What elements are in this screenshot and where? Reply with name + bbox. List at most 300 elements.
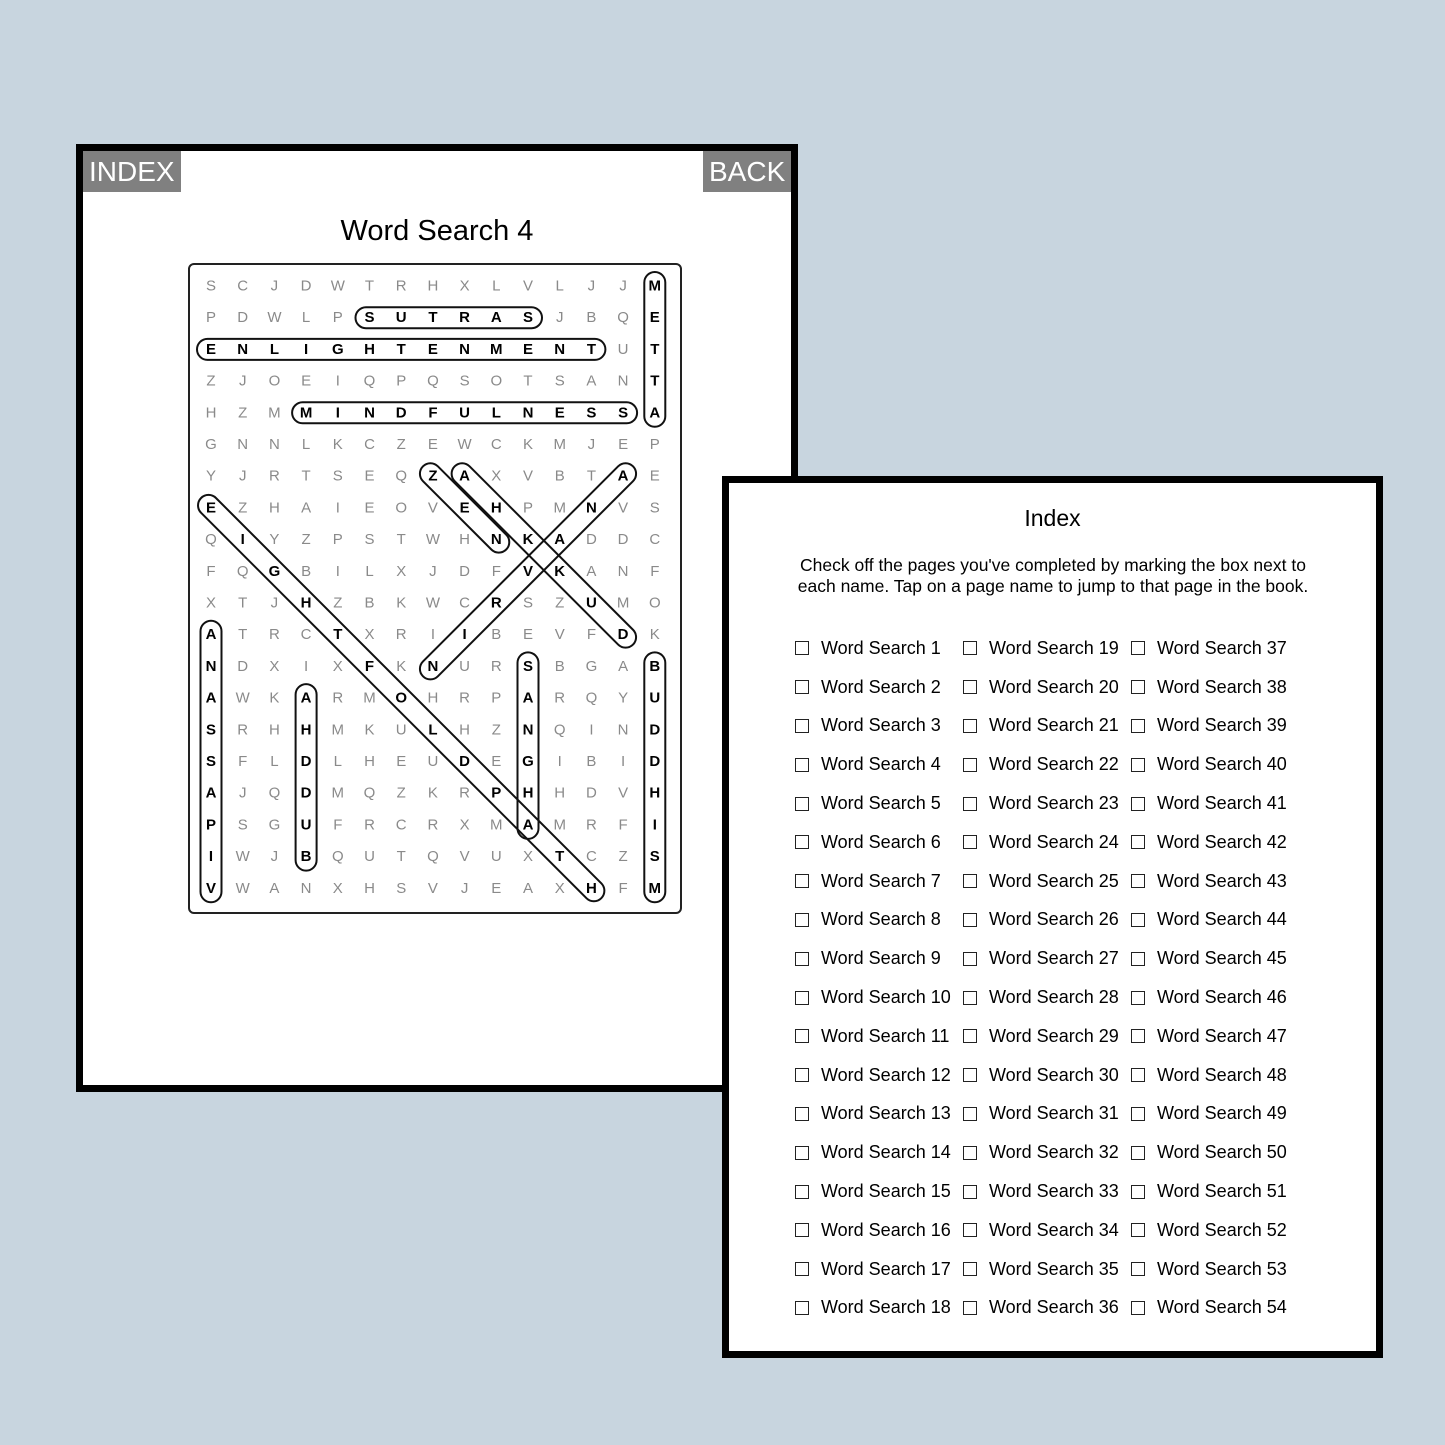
grid-letter: T <box>586 340 596 358</box>
index-item-label[interactable]: Word Search 1 <box>821 637 941 658</box>
index-item[interactable] <box>795 1172 963 1211</box>
grid-letter: D <box>459 562 471 580</box>
index-item[interactable] <box>963 1289 1131 1328</box>
checkbox[interactable] <box>963 1068 977 1082</box>
index-item[interactable] <box>963 745 1131 784</box>
grid-letter: R <box>268 467 280 485</box>
letter-grid <box>83 151 805 1099</box>
grid-letter: E <box>459 499 470 517</box>
grid-letter: Q <box>395 467 408 485</box>
grid-letter: H <box>649 784 661 802</box>
grid-letter: A <box>205 784 217 802</box>
checkbox[interactable] <box>1131 758 1145 772</box>
grid-letter: X <box>491 467 502 485</box>
grid-letter: O <box>395 689 408 707</box>
index-item-label[interactable]: Word Search 2 <box>821 676 941 697</box>
grid-letter: U <box>459 657 471 675</box>
index-item[interactable] <box>963 1172 1131 1211</box>
index-item-label[interactable]: Word Search 15 <box>821 1181 951 1202</box>
grid-letter: A <box>554 531 566 549</box>
grid-letter: K <box>522 436 534 453</box>
index-item-label[interactable]: Word Search 16 <box>821 1219 951 1240</box>
grid-letter: I <box>208 848 214 866</box>
grid-letter: R <box>490 657 502 675</box>
checkbox[interactable] <box>1131 1107 1145 1121</box>
index-item-label[interactable]: Word Search 50 <box>1157 1142 1287 1163</box>
index-item-label[interactable]: Word Search 36 <box>989 1297 1119 1318</box>
grid-letter: E <box>427 436 438 453</box>
index-item-label[interactable]: Word Search 47 <box>1157 1025 1287 1046</box>
index-item-label[interactable]: Word Search 38 <box>1157 676 1287 697</box>
checkbox[interactable] <box>1131 719 1145 733</box>
grid-letter: W <box>267 309 282 327</box>
checkbox[interactable] <box>795 1223 809 1237</box>
index-item-label[interactable]: Word Search 35 <box>989 1258 1119 1279</box>
checkbox[interactable] <box>1131 1029 1145 1043</box>
grid-letter: F <box>618 879 628 897</box>
grid-letter: Q <box>585 689 598 707</box>
index-item[interactable] <box>1131 1017 1299 1056</box>
grid-letter: S <box>554 372 565 390</box>
index-item[interactable] <box>1131 707 1299 746</box>
index-item[interactable] <box>963 1056 1131 1095</box>
index-item[interactable] <box>1131 1056 1299 1095</box>
grid-letter: V <box>205 879 217 897</box>
checkbox[interactable] <box>1131 1301 1145 1315</box>
grid-letter: L <box>491 404 501 422</box>
index-item[interactable] <box>795 1017 963 1056</box>
grid-letter: G <box>205 436 217 453</box>
grid-letter: J <box>429 562 437 580</box>
index-item[interactable] <box>1131 1211 1299 1250</box>
grid-letter: N <box>617 372 629 390</box>
index-item-label[interactable]: Word Search 44 <box>1157 909 1287 930</box>
grid-letter: I <box>304 340 309 358</box>
index-item[interactable] <box>963 1250 1131 1289</box>
grid-letter: C <box>585 848 597 866</box>
index-item[interactable] <box>795 784 963 823</box>
grid-letter: E <box>205 340 217 358</box>
index-item-label[interactable]: Word Search 32 <box>989 1142 1119 1163</box>
index-item-label[interactable]: Word Search 19 <box>989 637 1119 658</box>
index-item-label[interactable]: Word Search 18 <box>821 1297 951 1318</box>
checkbox[interactable] <box>795 1068 809 1082</box>
checkbox[interactable] <box>795 1029 809 1043</box>
grid-letter: H <box>459 531 471 549</box>
index-list <box>795 629 1299 1327</box>
grid-letter: K <box>396 594 407 612</box>
index-item-label[interactable]: Word Search 31 <box>989 1103 1119 1124</box>
index-item-label[interactable]: Word Search 25 <box>989 870 1119 891</box>
index-item-label[interactable]: Word Search 28 <box>989 987 1119 1008</box>
checkbox[interactable] <box>963 719 977 733</box>
grid-letter: N <box>364 404 375 422</box>
grid-letter: S <box>205 753 217 770</box>
index-item[interactable] <box>795 745 963 784</box>
grid-letter: Z <box>491 721 501 739</box>
grid-letter: D <box>459 753 471 770</box>
grid-letter: I <box>304 657 309 675</box>
index-item[interactable] <box>963 978 1131 1017</box>
index-title: Index <box>1024 505 1081 531</box>
checkbox[interactable] <box>1131 1068 1145 1082</box>
checkbox[interactable] <box>795 1107 809 1121</box>
index-item[interactable] <box>795 1056 963 1095</box>
checkbox[interactable] <box>1131 1185 1145 1199</box>
grid-letter: V <box>522 277 534 295</box>
index-item[interactable] <box>963 901 1131 940</box>
grid-letter: P <box>332 309 343 327</box>
index-item[interactable] <box>1131 901 1299 940</box>
index-item-label[interactable]: Word Search 8 <box>821 909 941 930</box>
index-item-label[interactable]: Word Search 21 <box>989 715 1119 736</box>
index-item-label[interactable]: Word Search 23 <box>989 793 1119 814</box>
grid-letter: G <box>585 657 598 675</box>
index-item-label[interactable]: Word Search 9 <box>821 948 941 969</box>
checkbox[interactable] <box>963 874 977 888</box>
grid-letter: D <box>585 784 597 802</box>
grid-letter: J <box>238 467 247 485</box>
index-item-label[interactable]: Word Search 20 <box>989 676 1119 697</box>
index-item[interactable] <box>1131 784 1299 823</box>
index-item-label[interactable]: Word Search 7 <box>821 870 941 891</box>
checkbox[interactable] <box>795 797 809 811</box>
checkbox[interactable] <box>963 1223 977 1237</box>
index-item[interactable] <box>1131 823 1299 862</box>
index-item-label[interactable]: Word Search 39 <box>1157 715 1287 736</box>
index-item[interactable] <box>1131 978 1299 1017</box>
checkbox[interactable] <box>795 952 809 966</box>
index-item-label[interactable]: Word Search 27 <box>989 948 1119 969</box>
checkbox[interactable] <box>795 1301 809 1315</box>
puzzle-title: Word Search 4 <box>340 215 534 247</box>
index-item-label[interactable]: Word Search 37 <box>1157 637 1287 658</box>
grid-letter: N <box>522 404 534 422</box>
checkbox[interactable] <box>1131 641 1145 655</box>
grid-letter: Q <box>205 531 217 549</box>
checkbox[interactable] <box>963 1107 977 1121</box>
index-item[interactable] <box>1131 668 1299 707</box>
grid-letter: A <box>269 879 280 897</box>
grid-letter: L <box>428 721 438 739</box>
grid-letter: Z <box>618 848 628 866</box>
grid-letter: M <box>299 404 313 422</box>
grid-letter: W <box>425 531 440 549</box>
grid-letter: U <box>427 753 439 770</box>
grid-letter: S <box>522 309 534 327</box>
checkbox[interactable] <box>963 680 977 694</box>
index-item-label[interactable]: Word Search 40 <box>1157 754 1287 775</box>
grid-letter: D <box>617 531 629 549</box>
grid-letter: V <box>459 848 470 866</box>
grid-letter: S <box>649 848 660 866</box>
grid-letter: T <box>586 467 596 485</box>
checkbox[interactable] <box>963 913 977 927</box>
grid-letter: H <box>364 340 375 358</box>
grid-letter: R <box>554 689 566 707</box>
checkbox[interactable] <box>963 1301 977 1315</box>
grid-letter: E <box>649 309 660 327</box>
grid-letter: W <box>457 436 472 453</box>
index-item[interactable] <box>795 1250 963 1289</box>
checkbox[interactable] <box>1131 874 1145 888</box>
grid-letter: N <box>237 436 249 453</box>
index-item[interactable] <box>963 1211 1131 1250</box>
index-item[interactable] <box>1131 1250 1299 1289</box>
grid-letter: M <box>490 340 503 358</box>
grid-letter: A <box>618 657 629 675</box>
grid-letter: N <box>585 499 597 517</box>
grid-letter: X <box>269 657 280 675</box>
grid-letter: H <box>268 499 280 517</box>
index-item[interactable] <box>963 1095 1131 1134</box>
checkbox[interactable] <box>795 719 809 733</box>
grid-letter: R <box>490 594 502 612</box>
grid-letter: S <box>364 531 375 549</box>
grid-letter: T <box>364 277 375 295</box>
index-item[interactable] <box>795 1211 963 1250</box>
grid-letter: N <box>427 657 439 675</box>
checkbox[interactable] <box>795 874 809 888</box>
grid-letter: K <box>364 721 375 739</box>
grid-letter: B <box>364 594 375 612</box>
grid-letter: R <box>237 721 249 739</box>
grid-letter: P <box>649 436 660 453</box>
grid-letter: O <box>648 594 661 612</box>
checkbox[interactable] <box>963 1185 977 1199</box>
index-item[interactable] <box>963 668 1131 707</box>
index-item-label[interactable]: Word Search 33 <box>989 1181 1119 1202</box>
index-item-label[interactable]: Word Search 13 <box>821 1103 951 1124</box>
grid-letter: D <box>649 721 661 739</box>
index-item-label[interactable]: Word Search 41 <box>1157 793 1287 814</box>
checkbox[interactable] <box>1131 1262 1145 1276</box>
index-item-label[interactable]: Word Search 17 <box>821 1258 951 1279</box>
index-item[interactable] <box>963 707 1131 746</box>
checkbox[interactable] <box>795 680 809 694</box>
checkbox[interactable] <box>795 991 809 1005</box>
index-item[interactable] <box>963 629 1131 668</box>
checkbox[interactable] <box>795 835 809 849</box>
grid-letter: G <box>268 816 281 834</box>
index-item[interactable] <box>1131 629 1299 668</box>
index-item-label[interactable]: Word Search 30 <box>989 1064 1119 1085</box>
index-item[interactable] <box>963 1017 1131 1056</box>
index-item-label[interactable]: Word Search 48 <box>1157 1064 1287 1085</box>
index-item-label[interactable]: Word Search 12 <box>821 1064 951 1085</box>
grid-letter: I <box>335 562 340 580</box>
grid-letter: W <box>235 879 250 897</box>
grid-letter: Y <box>269 531 280 549</box>
grid-letter: B <box>554 657 565 675</box>
grid-letter: S <box>237 816 248 834</box>
grid-letter: J <box>238 784 247 802</box>
grid-letter: R <box>268 626 280 644</box>
grid-letter: M <box>648 879 662 897</box>
index-item[interactable] <box>1131 745 1299 784</box>
grid-letter: N <box>300 879 312 897</box>
index-item[interactable] <box>795 1289 963 1328</box>
grid-letter: E <box>491 879 502 897</box>
index-item-label[interactable]: Word Search 42 <box>1157 831 1287 852</box>
grid-letter: A <box>522 816 534 834</box>
index-item-label[interactable]: Word Search 24 <box>989 831 1119 852</box>
grid-letter: T <box>238 626 248 644</box>
checkbox[interactable] <box>795 1185 809 1199</box>
index-item[interactable] <box>1131 862 1299 901</box>
index-item-label[interactable]: Word Search 10 <box>821 987 951 1008</box>
checkbox[interactable] <box>963 991 977 1005</box>
grid-letter: U <box>617 340 629 358</box>
checkbox[interactable] <box>1131 991 1145 1005</box>
index-item-label[interactable]: Word Search 45 <box>1157 948 1287 969</box>
grid-letter: Z <box>396 436 406 453</box>
checkbox[interactable] <box>795 641 809 655</box>
checkbox[interactable] <box>963 1029 977 1043</box>
index-item[interactable] <box>795 629 963 668</box>
index-item[interactable] <box>963 823 1131 862</box>
index-item-label[interactable]: Word Search 52 <box>1157 1219 1287 1240</box>
grid-letter: U <box>395 721 407 739</box>
grid-letter: T <box>333 626 343 644</box>
index-item[interactable] <box>1131 1133 1299 1172</box>
checkbox[interactable] <box>963 952 977 966</box>
index-item[interactable] <box>1131 1172 1299 1211</box>
index-item[interactable] <box>1131 1095 1299 1134</box>
index-item-label[interactable]: Word Search 3 <box>821 715 941 736</box>
index-item-label[interactable]: Word Search 46 <box>1157 987 1287 1008</box>
grid-letter: U <box>300 816 312 834</box>
index-item[interactable] <box>963 862 1131 901</box>
index-item-label[interactable]: Word Search 11 <box>821 1025 950 1046</box>
index-item[interactable] <box>795 707 963 746</box>
grid-letter: T <box>555 848 565 866</box>
checkbox[interactable] <box>795 1262 809 1276</box>
checkbox[interactable] <box>1131 952 1145 966</box>
grid-letter: Q <box>236 562 249 580</box>
grid-letter: H <box>364 753 375 770</box>
index-item[interactable] <box>795 862 963 901</box>
grid-letter: P <box>205 816 217 834</box>
index-item[interactable] <box>795 978 963 1017</box>
checkbox[interactable] <box>1131 835 1145 849</box>
index-item-label[interactable]: Word Search 22 <box>989 754 1119 775</box>
grid-letter: C <box>237 277 249 295</box>
index-item-label[interactable]: Word Search 34 <box>989 1219 1119 1240</box>
index-item-label[interactable]: Word Search 51 <box>1157 1181 1287 1202</box>
grid-letter: I <box>589 721 594 739</box>
index-item-label[interactable]: Word Search 6 <box>821 831 941 852</box>
checkbox[interactable] <box>963 1146 977 1160</box>
grid-letter: I <box>430 626 435 644</box>
checkbox[interactable] <box>963 835 977 849</box>
index-item-label[interactable]: Word Search 29 <box>989 1025 1119 1046</box>
grid-letter: S <box>522 594 534 612</box>
grid-letter: B <box>649 657 661 675</box>
index-item[interactable] <box>963 784 1131 823</box>
index-page <box>722 476 1383 1358</box>
checkbox[interactable] <box>963 1262 977 1276</box>
index-item[interactable] <box>1131 939 1299 978</box>
grid-letter: P <box>491 784 502 802</box>
checkbox[interactable] <box>1131 680 1145 694</box>
grid-letter: L <box>555 277 564 295</box>
index-item-label[interactable]: Word Search 14 <box>821 1142 951 1163</box>
checkbox[interactable] <box>963 758 977 772</box>
grid-letter: L <box>301 436 311 453</box>
checkbox[interactable] <box>1131 1223 1145 1237</box>
grid-letter: F <box>206 562 216 580</box>
grid-letter: F <box>618 816 628 834</box>
found-word-highlight <box>356 307 543 328</box>
grid-letter: I <box>621 753 626 770</box>
grid-letter: E <box>364 499 375 517</box>
grid-letter: V <box>522 562 534 580</box>
grid-letter: C <box>649 531 661 549</box>
grid-letter: F <box>333 816 343 834</box>
checkbox[interactable] <box>795 1146 809 1160</box>
index-item-label[interactable]: Word Search 43 <box>1157 870 1287 891</box>
grid-letter: R <box>459 309 471 327</box>
grid-letter: I <box>557 753 562 770</box>
index-item[interactable] <box>795 1095 963 1134</box>
checkbox[interactable] <box>795 913 809 927</box>
checkbox[interactable] <box>1131 1146 1145 1160</box>
grid-letter: C <box>490 436 502 453</box>
checkbox[interactable] <box>963 797 977 811</box>
index-item[interactable] <box>795 668 963 707</box>
grid-letter: L <box>365 562 374 580</box>
index-item-label[interactable]: Word Search 49 <box>1157 1103 1287 1124</box>
grid-letter: N <box>522 721 534 739</box>
grid-letter: N <box>268 436 280 453</box>
grid-letter: Q <box>427 848 439 866</box>
index-item-label[interactable]: Word Search 4 <box>821 754 941 775</box>
grid-letter: S <box>332 467 343 485</box>
index-item[interactable] <box>795 823 963 862</box>
grid-letter: A <box>459 467 471 485</box>
index-item[interactable] <box>963 939 1131 978</box>
grid-letter: A <box>522 879 534 897</box>
grid-letter: J <box>619 277 627 295</box>
grid-letter: A <box>205 689 217 707</box>
index-item-label[interactable]: Word Search 54 <box>1157 1297 1287 1318</box>
index-item-label[interactable]: Word Search 53 <box>1157 1258 1287 1279</box>
index-item[interactable] <box>795 1133 963 1172</box>
index-item[interactable] <box>963 1133 1131 1172</box>
grid-letter: X <box>522 848 534 866</box>
checkbox[interactable] <box>1131 913 1145 927</box>
grid-letter: M <box>268 404 281 422</box>
grid-letter: Q <box>363 784 376 802</box>
index-item[interactable] <box>795 939 963 978</box>
checkbox[interactable] <box>963 641 977 655</box>
grid-letter: L <box>492 277 501 295</box>
index-button[interactable]: INDEX <box>83 151 181 192</box>
grid-letter: H <box>522 784 534 802</box>
checkbox[interactable] <box>795 758 809 772</box>
grid-letter: K <box>269 689 280 707</box>
checkbox[interactable] <box>1131 797 1145 811</box>
index-item-label[interactable]: Word Search 26 <box>989 909 1119 930</box>
grid-letter: E <box>554 404 565 422</box>
index-item-label[interactable]: Word Search 5 <box>821 793 941 814</box>
grid-letter: Z <box>396 784 406 802</box>
index-item[interactable] <box>1131 1289 1299 1328</box>
back-button[interactable]: BACK <box>703 151 791 192</box>
index-item[interactable] <box>795 901 963 940</box>
grid-letter: S <box>364 309 375 327</box>
